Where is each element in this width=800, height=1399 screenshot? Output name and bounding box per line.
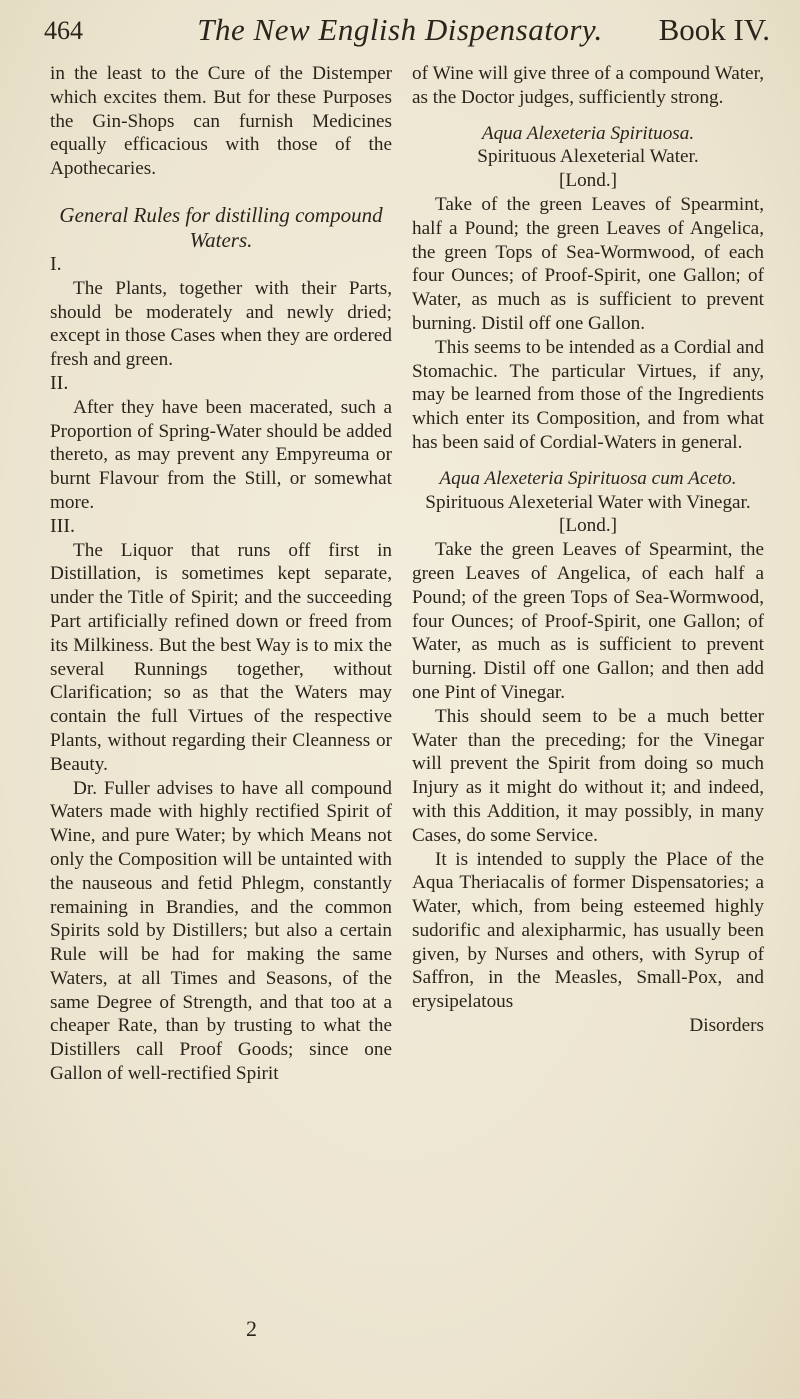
rule-1-text: The Plants, together with their Parts, should be moderately and newly dried; except in those Cases when they are ordered fresh and green. xyxy=(50,277,392,371)
signature-mark: 2 xyxy=(246,1316,257,1341)
recipe-1-note: This seems to be intended as a Cordial and Stomachic. The particular Virtues, if any, may be learned from those of the Ingredients which enter its Composition, and from what has been said of Cordial-Waters in general. xyxy=(412,336,764,453)
recipe-2-note-2: It is intended to supply the Place of the Aqua Theriacalis of former Dispensatories; a Water, which, from being esteemed highly sudorific and alexipharmic, has usually been given, by Nurses and others, with Syrup of Saffron, in the Measles, Small-Pox, and erysipelatous xyxy=(412,848,764,1013)
fuller-paragraph: Dr. Fuller advises to have all compound Waters made with highly rectified Spirit of Wine, and pure Water; by which Means not only the Composition will be untainted with the nauseous and fetid Phlegm, constantly remaining in Brandies, and the common Spirits sold by Distillers; but also a certain Rule will be had for making the same Waters, at all Times and Seasons, of the same Degree of Strength, and that too at a cheaper Rate, than by trusting to what the Distillers call Proof Goods; since one Gallon of well-rectified Spirit xyxy=(50,777,392,1085)
rule-2-numeral: II. xyxy=(50,371,69,394)
recipe-1-source: [Lond.] xyxy=(558,170,618,192)
rule-3-text: The Liquor that runs off first in Distillation, is sometimes kept separate, under the Title of Spirit; and the succeeding Part artificially refined down or freed from its Milkiness. But the best Way is to mix the several Runnings together, without Clarification; so as that the Waters may contain the full Virtues of the respective Plants, without regarding their Cleanness or Beauty. xyxy=(50,539,392,775)
recipe-1-english-title: Spirituous Alexeterial Water. xyxy=(477,146,699,168)
rule-3-numeral: III. xyxy=(50,514,75,537)
left-column xyxy=(50,62,392,1086)
recipe-2-latin-title: Aqua Alexeteria Spirituosa cum Aceto. xyxy=(439,467,737,489)
recipe-2-note-1: This should seem to be a much better Water than the preceding; for the Vinegar will prevent the Spirit from doing so much Injury as it might do without it; and indeed, with this Addition, it may possibly, in many Cases, do some Service. xyxy=(412,705,764,846)
right-column xyxy=(412,62,764,1038)
rule-1-numeral: I. xyxy=(50,252,62,275)
recipe-1-text: Take of the green Leaves of Spearmint, half a Pound; the green Leaves of Angelica, the green Tops of Sea-Wormwood, of each four Ounces; of Proof-Spirit, one Gallon; of Water, as much as is sufficient to prevent burning. Distil off one Gallon. xyxy=(412,193,764,334)
running-title: The New English Dispensatory. xyxy=(197,12,603,47)
rule-2-text: After they have been macerated, such a Proportion of Spring-Water should be added thereto, as may prevent any Empyreuma or burnt Flavour from the Still, or somewhat more. xyxy=(50,396,392,513)
recipe-2-text: Take the green Leaves of Spearmint, the green Leaves of Angelica, of each half a Pound; of the green Tops of Sea-Wormwood, four Ounces; of Proof-Spirit, one Gallon; of Water, as much as is sufficient to prevent burning. Distil off one Gallon; and then add one Pint of Vinegar. xyxy=(412,539,764,703)
continuation-paragraph: of Wine will give three of a compound Water, as the Doctor judges, sufficiently strong. xyxy=(412,63,764,108)
recipe-1-latin-title: Aqua Alexeteria Spirituosa. xyxy=(481,122,695,144)
catchword: Disorders xyxy=(689,1015,764,1037)
intro-paragraph: in the least to the Cure of the Distemper which excites them. But for these Purposes the Gin-Shops can furnish Medicines equally efficacious with those of the Apothecaries. xyxy=(50,63,392,180)
recipe-2-source: [Lond.] xyxy=(558,515,618,537)
recipe-2-english-title: Spirituous Alexeterial Water with Vinegar. xyxy=(425,491,751,513)
page-number: 464 xyxy=(44,16,83,45)
section-title: General Rules for distilling compound Waters. xyxy=(59,202,383,252)
book-label: Book IV. xyxy=(658,12,770,47)
running-header xyxy=(30,10,770,56)
